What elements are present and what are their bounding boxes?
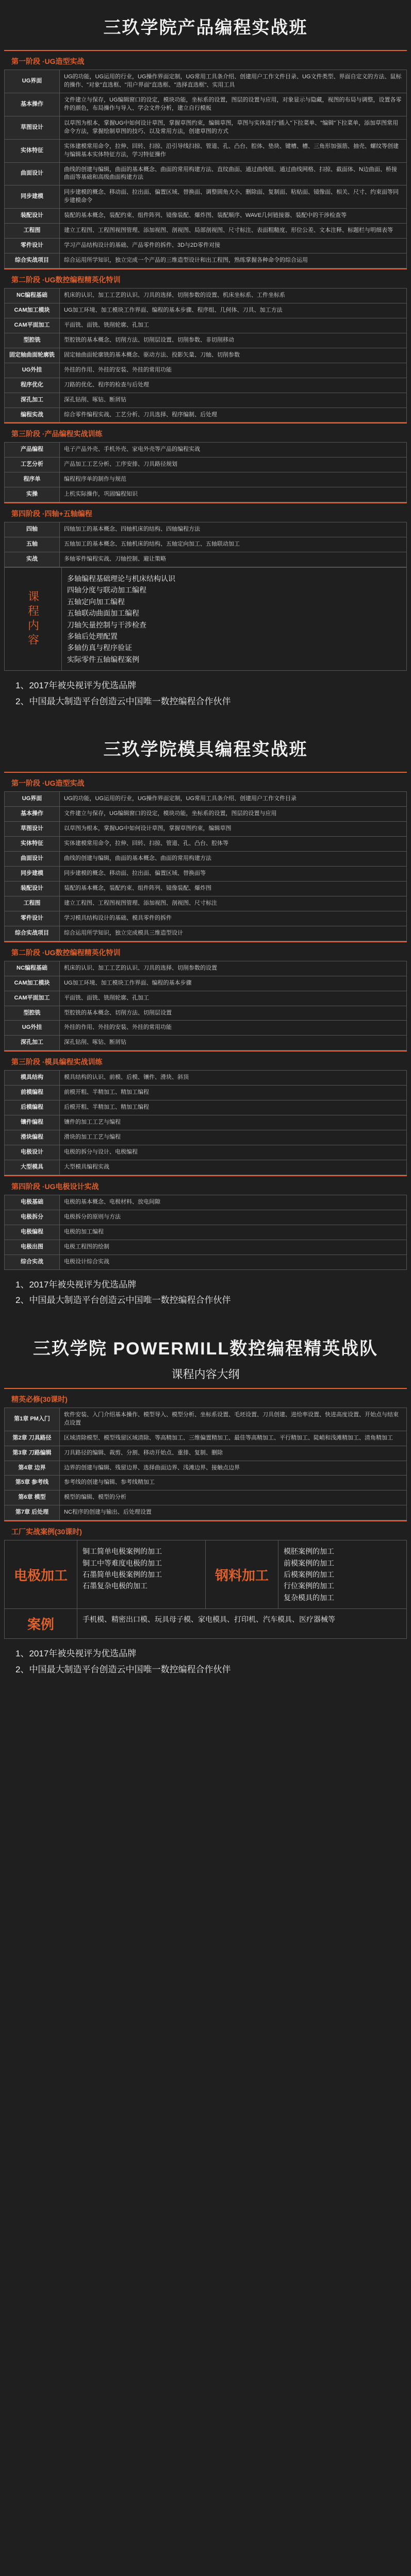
row-content: 以草图为根本，掌握UG中如何设计草图，掌握草图约束，编辑草图，草图与实体进行"插入"下拉菜单、"编辑"下拉菜单，添加草图常用命令方法，掌握绘制草图的技巧、以及常用方法，创建草图的方式 <box>60 116 407 139</box>
table-row <box>5 289 407 303</box>
row-content: 学习模具结构设计的基础、模具零件的拆件 <box>60 911 407 926</box>
note-line: 1、2017年被央视评为优选品牌 <box>15 1649 137 1659</box>
row-label: 同步建模 <box>5 185 60 209</box>
section-title: 三玖学院 POWERMILL数控编程精英战队 <box>32 1338 379 1359</box>
table-row <box>5 852 407 867</box>
row-content: 建立工程图、工程图视图管理、添加视图、剖视图、局部剖视图、尺寸标注、表面粗糙度、形位公差、文本注释、标题栏与明细表等 <box>60 224 407 239</box>
row-label: CAM平面加工 <box>5 318 60 333</box>
stage4-table <box>4 1195 407 1270</box>
table-row <box>5 1006 407 1021</box>
row-content: 滑块的加工工艺与编程 <box>60 1130 407 1145</box>
table-row <box>5 139 407 162</box>
row-content: 模型的编辑、模型的分析 <box>60 1490 407 1505</box>
table-row <box>5 537 407 552</box>
row-label: 四轴 <box>5 522 60 537</box>
course-line: 多轴仿真与程序验证 <box>67 643 132 652</box>
row-label: 固定轴曲面轮廓铣 <box>5 348 60 363</box>
row-label: 电极基础 <box>5 1195 60 1210</box>
row-label: 电极拆分 <box>5 1210 60 1225</box>
table-row <box>5 1505 407 1520</box>
table-row <box>5 1071 407 1086</box>
case-row <box>5 1540 406 1609</box>
row-content: 参考线的创建与编辑、参考线精加工 <box>60 1476 407 1490</box>
course-line: 五轴定向加工编程 <box>67 597 125 606</box>
note-line: 1、2017年被央视评为优选品牌 <box>15 1279 137 1290</box>
stage-heading: 第一阶段 ·UG造型实战 <box>4 50 407 70</box>
table-row <box>5 457 407 472</box>
row-label: 基本操作 <box>5 807 60 822</box>
row-label: 实体特征 <box>5 139 60 162</box>
row-label: 草图设计 <box>5 116 60 139</box>
row-label: 综合实战项目 <box>5 926 60 941</box>
stage-heading: 第三阶段 ·模具编程实战训练 <box>4 1050 407 1070</box>
section-notes <box>0 1639 411 1686</box>
row-label: 滑块编程 <box>5 1130 60 1145</box>
table-row <box>5 896 407 911</box>
row-content: 型腔铣的基本概念、切削方法、切削层设置、切削参数、非切削移动 <box>60 333 407 348</box>
case-label: 案例 <box>5 1609 77 1638</box>
table-row <box>5 1476 407 1490</box>
row-content: 大型模具编程实战 <box>60 1160 407 1175</box>
row-content: 深孔钻削、啄钻、断屑钻 <box>60 393 407 408</box>
row-content: 电极的基本概念、电极材料、放电间隙 <box>60 1195 407 1210</box>
table-row <box>5 1115 407 1130</box>
table-row <box>5 522 407 537</box>
table-row <box>5 70 407 93</box>
table-row <box>5 93 407 116</box>
case-item: 行位案例的加工 <box>284 1582 334 1590</box>
row-label: 前模编程 <box>5 1086 60 1100</box>
stage-heading: 精英必修(30课时) <box>4 1388 407 1408</box>
table-row <box>5 348 407 363</box>
table-row <box>5 867 407 882</box>
row-label: 综合实战项目 <box>5 253 60 268</box>
table-row <box>5 926 407 941</box>
stage4-table <box>4 522 407 567</box>
case-right-list <box>278 1540 406 1608</box>
table-row <box>5 116 407 139</box>
note-line: 1、2017年被央视评为优选品牌 <box>15 681 137 691</box>
table-row <box>5 792 407 807</box>
row-label: 装配设计 <box>5 209 60 224</box>
row-label: 模具结构 <box>5 1071 60 1086</box>
row-content: 电极工程图的绘制 <box>60 1240 407 1255</box>
row-content: 综合运用所学知识，独立完成一个产品的三维造型设计和出工程图，熟练掌握各种命令的综合运用 <box>60 253 407 268</box>
row-label: 大型模具 <box>5 1160 60 1175</box>
row-label: 后模编程 <box>5 1100 60 1115</box>
row-content: 前模开粗、半精加工、精加工编程 <box>60 1086 407 1100</box>
row-label: 实操 <box>5 487 60 502</box>
course-line: 多轴编程基础理论与机床结构认识 <box>67 574 175 583</box>
row-label: 电极出图 <box>5 1240 60 1255</box>
section-mold-programming <box>0 722 411 1320</box>
row-content: 学习产品结构设计的基础、产品零件的拆件、3D与2D零件对接 <box>60 239 407 253</box>
case-item: 复杂模具的加工 <box>284 1593 334 1602</box>
row-label: 实战 <box>5 552 60 567</box>
table-row <box>5 1086 407 1100</box>
row-content: UG的功能，UG运用的行业，UG操作界面定制，UG常用工具条介绍、创建用户工作文件目录 <box>60 792 407 807</box>
row-content: UG加工环境、加工模块工作界面、编程的基本步骤 <box>60 976 407 991</box>
table-row <box>5 378 407 393</box>
row-label: 曲面设计 <box>5 162 60 185</box>
row-content: 刀路的优化、程序的检查与后处理 <box>60 378 407 393</box>
table-row <box>5 393 407 408</box>
row-label: 第7章 后处理 <box>5 1505 60 1520</box>
table-row <box>5 552 407 567</box>
table-row <box>5 185 407 209</box>
course-line: 刀轴矢量控制与干涉检查 <box>67 620 146 629</box>
row-label: UG外挂 <box>5 1021 60 1036</box>
section-title: 三玖学院模具编程实战班 <box>103 740 308 760</box>
table-row <box>5 224 407 239</box>
row-content: 电极的加工编程 <box>60 1225 407 1240</box>
row-content: 电极拆分的原则与方法 <box>60 1210 407 1225</box>
row-label: 深孔加工 <box>5 1036 60 1050</box>
row-label: 同步建模 <box>5 867 60 882</box>
row-label: 产品编程 <box>5 443 60 457</box>
stage-heading: 第四阶段 ·UG电极设计实战 <box>4 1175 407 1195</box>
row-label: 工程图 <box>5 224 60 239</box>
note-line: 2、中国最大制造平台创造云中国唯一数控编程合作伙伴 <box>15 1664 231 1674</box>
row-content: 以草图为根本，掌握UG中如何设计草图，掌握草图约束，编辑草图 <box>60 822 407 837</box>
course-list <box>62 568 406 670</box>
row-content: 实体建模常用命令，拉伸、回转、扫掠、沿引导线扫掠、管道、孔、凸台、腔体、垫块、键槽、槽、三角形加强筋、抽壳、螺纹等创建与编辑基本实体特征方法，学习特征操作 <box>60 139 407 162</box>
table-row <box>5 472 407 487</box>
table-row <box>5 209 407 224</box>
stage-heading: 第一阶段 ·UG造型实战 <box>4 772 407 791</box>
row-label: 镶件编程 <box>5 1115 60 1130</box>
row-content: 电极设计综合实战 <box>60 1255 407 1269</box>
table-row <box>5 487 407 502</box>
row-content: 同步建模的概念、移动面、拉出面、偏置区域、替换面等 <box>60 867 407 882</box>
table-row <box>5 1145 407 1160</box>
case-item: 前模案例的加工 <box>284 1558 334 1567</box>
table-row <box>5 1240 407 1255</box>
stage2-table <box>4 961 407 1051</box>
course-row <box>5 568 406 670</box>
factory-case-block <box>4 1540 407 1639</box>
table-row <box>5 976 407 991</box>
table-row <box>5 408 407 422</box>
course-line: 实际零件五轴编程案例 <box>67 655 139 664</box>
row-label: CAM加工模块 <box>5 303 60 318</box>
row-label: 电极设计 <box>5 1145 60 1160</box>
row-label: 程序优化 <box>5 378 60 393</box>
table-row <box>5 1446 407 1461</box>
row-content: 五轴加工的基本概念、五轴机床的结构、五轴定向加工、五轴联动加工 <box>60 537 407 552</box>
course-line: 五轴联动曲面加工编程 <box>67 609 139 618</box>
row-content: 曲线的创建与编辑，曲面的基本概念、曲面的常用构建方法、直纹曲面、通过曲线组、通过曲线网格、扫掠、截面体、N边曲面、桥接曲面等基础和高级曲面构建方法 <box>60 162 407 185</box>
table-row <box>5 1036 407 1050</box>
row-content: 装配的基本概念，装配约束、组件阵列、镜像装配、爆炸图 <box>60 881 407 896</box>
row-content: UG加工环境、加工模块工作界面、编程的基本步骤、程序组、几何体、刀具、加工方法 <box>60 303 407 318</box>
row-content: 镶件的加工工艺与编程 <box>60 1115 407 1130</box>
row-content: 编程程序单的制作与规范 <box>60 472 407 487</box>
table-row <box>5 991 407 1006</box>
row-content: 固定轴曲面轮廓铣的基本概念、驱动方法、投影矢量、刀轴、切削参数 <box>60 348 407 363</box>
case-text: 手机模、精密出口模、玩具母子模、家电模具、打印机、汽车模具、医疗器械等 <box>83 1615 335 1624</box>
course-line: 多轴后处理配置 <box>67 632 118 640</box>
row-label: 工艺分析 <box>5 457 60 472</box>
row-content: 外挂的作用、外挂的安装、外挂的常用功能 <box>60 1021 407 1036</box>
section-product-programming <box>0 0 411 722</box>
table-row <box>5 822 407 837</box>
row-content: 深孔钻削、啄钻、断屑钻 <box>60 1036 407 1050</box>
row-content: 装配的基本概念，装配约束、组件阵列、镜像装配、爆炸图、装配顺序、WAVE几何链接器、装配中的干涉检查等 <box>60 209 407 224</box>
row-content: 综合运用所学知识，独立完成模具三维造型设计 <box>60 926 407 941</box>
table-row <box>5 911 407 926</box>
table-row <box>5 333 407 348</box>
table-row <box>5 1130 407 1145</box>
row-content: 建立工程图、工程图视图管理、添加视图、剖视图、尺寸标注 <box>60 896 407 911</box>
row-label: 草图设计 <box>5 822 60 837</box>
section-powermill <box>0 1321 411 1690</box>
row-label: 电极编程 <box>5 1225 60 1240</box>
case-item: 后模案例的加工 <box>284 1570 334 1579</box>
row-content: 软件安装、入门介绍基本操作、模型导入、模型分析、坐标系设置、毛坯设置、刀具创建、进给率设置、快进高度设置、开始点与结束点设置 <box>60 1408 407 1431</box>
table-row <box>5 1100 407 1115</box>
row-label: NC编程基础 <box>5 289 60 303</box>
table-row <box>5 162 407 185</box>
row-content: 曲线的创建与编辑，曲面的基本概念、曲面的常用构建方法 <box>60 852 407 867</box>
row-label: 第1章 PM入门 <box>5 1408 60 1431</box>
row-label: 型腔铣 <box>5 1006 60 1021</box>
row-content: 多轴零件编程实战、刀轴控制、避让策略 <box>60 552 407 567</box>
table-row <box>5 881 407 896</box>
row-content: 区域清除模型、模型残留区域清除、等高精加工、三维偏置精加工、最佳等高精加工、平行精加工、陡峭和浅滩精加工、清角精加工 <box>60 1431 407 1446</box>
row-content: 电子产品外壳、手机外壳、家电外壳等产品的编程实战 <box>60 443 407 457</box>
row-label: UG外挂 <box>5 363 60 378</box>
table-row <box>5 807 407 822</box>
table-row <box>5 1225 407 1240</box>
row-label: 综合实战 <box>5 1255 60 1269</box>
row-label: UG界面 <box>5 792 60 807</box>
section-notes <box>0 671 411 718</box>
row-content: 四轴加工的基本概念、四轴机床的结构、四轴编程方法 <box>60 522 407 537</box>
row-content: 平面铣、面铣、铣削轮廓、孔加工 <box>60 318 407 333</box>
section-notes <box>0 1270 411 1317</box>
row-label: 型腔铣 <box>5 333 60 348</box>
row-label: 装配设计 <box>5 881 60 896</box>
row-content: UG的功能，UG运用的行业，UG操作界面定制，UG常用工具条介绍、创建用户工作文件目录、UG文件类型、界面自定义的方法、鼠标的操作、"对象"直选框、"用户界面"直选框、"选择直选框"、实用工具 <box>60 70 407 93</box>
row-label: 第4章 边界 <box>5 1461 60 1476</box>
row-content: 边界的创建与编辑、残留边界、选择曲面边界、浅滩边界、接触点边界 <box>60 1461 407 1476</box>
table-row <box>5 1408 407 1431</box>
row-label: CAM平面加工 <box>5 991 60 1006</box>
case-left-title: 电极加工 <box>5 1540 77 1608</box>
stage-heading: 第二阶段 ·UG数控编程精英化特训 <box>4 941 407 961</box>
course-label: 课程内容 <box>5 568 62 670</box>
row-label: 基本操作 <box>5 93 60 116</box>
row-content: 机床的认识、加工工艺的认识、刀具的选择、切削参数的设置、机床坐标系、工件坐标系 <box>60 289 407 303</box>
stage1-table <box>4 70 407 268</box>
table-row <box>5 1431 407 1446</box>
table-row <box>5 1021 407 1036</box>
table-row <box>5 1210 407 1225</box>
case-right-title: 钢料加工 <box>206 1540 278 1608</box>
stage-heading: 第三阶段 ·产品编程实战训练 <box>4 422 407 442</box>
row-label: CAM加工模块 <box>5 976 60 991</box>
stage1-table <box>4 1408 407 1521</box>
row-content: 文件建立与保存，UG编辑窗口的设定，模块功能，坐标系的设置，图层的设置与应用 <box>60 807 407 822</box>
row-content: 实体建模常用命令，拉伸、回转、扫掠、管道、孔、凸台、腔体等 <box>60 837 407 852</box>
table-row <box>5 239 407 253</box>
note-line: 2、中国最大制造平台创造云中国唯一数控编程合作伙伴 <box>15 1295 231 1306</box>
row-content: 上机实际操作，巩固编程知识 <box>60 487 407 502</box>
row-label: 五轴 <box>5 537 60 552</box>
table-row <box>5 253 407 268</box>
row-label: 第2章 刀具路径 <box>5 1431 60 1446</box>
row-content: 平面铣、面铣、铣削轮廓、孔加工 <box>60 991 407 1006</box>
row-label: 零件设计 <box>5 911 60 926</box>
case-item: 铜工简单电极案例的加工 <box>83 1547 162 1556</box>
row-label: 实体特征 <box>5 837 60 852</box>
table-row <box>5 1490 407 1505</box>
table-row <box>5 1195 407 1210</box>
course-content-block <box>4 567 407 671</box>
row-label: 第3章 刀路编辑 <box>5 1446 60 1461</box>
row-content: 产品加工工艺分析、工序安排、刀具路径规划 <box>60 457 407 472</box>
table-row <box>5 1160 407 1175</box>
row-content: 电极的拆分与设计、电极编程 <box>60 1145 407 1160</box>
case-item: 石墨复杂电极的加工 <box>83 1582 147 1590</box>
row-label: 第6章 模型 <box>5 1490 60 1505</box>
course-line: 四轴分度与联动加工编程 <box>67 586 146 595</box>
table-row <box>5 1255 407 1269</box>
row-content: 刀具路径的编辑、裁剪、分割、移动开始点、重排、复制、删除 <box>60 1446 407 1461</box>
row-label: UG界面 <box>5 70 60 93</box>
row-content: 文件建立与保存，UG编辑窗口的设定，模块功能，坐标系的设置，图层的设置与应用，对象显示与隐藏，视图的布局与调整，设置各零件的颜色，布局操作与导入、学会文件分析，建立自行模板 <box>60 93 407 116</box>
row-content: 型腔铣的基本概念、切削方法、切削层设置 <box>60 1006 407 1021</box>
row-label: 程序单 <box>5 472 60 487</box>
row-content: 机床的认识、加工工艺的认识、刀具的选择、切削参数的设置 <box>60 961 407 976</box>
table-row <box>5 443 407 457</box>
table-row <box>5 303 407 318</box>
stage2-table <box>4 288 407 422</box>
row-content: 外挂的作用、外挂的安装、外挂的常用功能 <box>60 363 407 378</box>
row-content: 同步建模的概念、移动面、拉出面、偏置区域、替换面、调整圆角大小、删除面、复制面、粘贴面、镜像面、相关、尺寸、约束面等同步建模命令 <box>60 185 407 209</box>
row-label: 曲面设计 <box>5 852 60 867</box>
section-title: 三玖学院产品编程实战班 <box>103 18 308 38</box>
row-label: 编程实战 <box>5 408 60 422</box>
case-item: 铜工中等难度电极的加工 <box>83 1558 162 1567</box>
row-label: 工程图 <box>5 896 60 911</box>
section-subtitle: 课程内容大纲 <box>171 1367 240 1381</box>
stage3-table <box>4 1070 407 1175</box>
stage-heading: 第四阶段 ·四轴+五轴编程 <box>4 502 407 522</box>
table-row <box>5 318 407 333</box>
stage-heading: 工厂实战案例(30课时) <box>4 1520 407 1540</box>
row-label: NC编程基础 <box>5 961 60 976</box>
row-content: 综合零件编程实战、工艺分析、刀具选择、程序编制、后处理 <box>60 408 407 422</box>
row-content: 后模开粗、半精加工、精加工编程 <box>60 1100 407 1115</box>
row-content: NC程序的创建与输出、后处理设置 <box>60 1505 407 1520</box>
row-label: 深孔加工 <box>5 393 60 408</box>
stage1-table <box>4 791 407 941</box>
row-content: 模具结构的认识、前模、后模、镶件、滑块、斜顶 <box>60 1071 407 1086</box>
table-row <box>5 961 407 976</box>
row-label: 零件设计 <box>5 239 60 253</box>
table-row <box>5 837 407 852</box>
table-row <box>5 1461 407 1476</box>
case-item: 模胚案例的加工 <box>284 1547 334 1556</box>
stage3-table <box>4 442 407 502</box>
note-line: 2、中国最大制造平台创造云中国唯一数控编程合作伙伴 <box>15 696 231 706</box>
stage-heading: 第二阶段 ·UG数控编程精英化特训 <box>4 268 407 288</box>
row-label: 第5章 参考线 <box>5 1476 60 1490</box>
case-item: 石墨简单电极案例的加工 <box>83 1570 162 1579</box>
case-row <box>5 1609 406 1638</box>
case-left-list <box>77 1540 206 1608</box>
table-row <box>5 363 407 378</box>
